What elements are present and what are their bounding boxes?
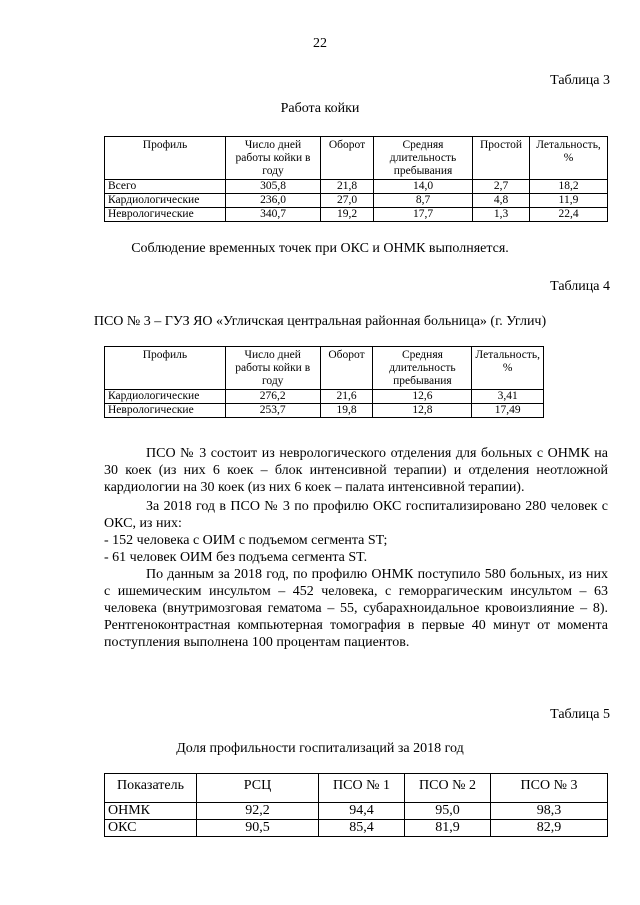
table3-header-cell: Летальность, % [530, 137, 608, 180]
table-cell: 2,7 [473, 180, 530, 194]
table-cell: 81,9 [405, 820, 491, 837]
table3-header-cell: Средняя длительность пребывания [374, 137, 473, 180]
table-cell: 21,6 [320, 390, 373, 404]
table-cell: ОКС [105, 820, 197, 837]
table-cell: Кардиологические [105, 194, 226, 208]
table-cell: 94,4 [319, 803, 405, 820]
table-cell: 1,3 [473, 208, 530, 222]
list-item: - 152 человека с ОИМ с подъемом сегмента ST; [104, 533, 388, 548]
table5 [104, 773, 608, 837]
table-cell: 85,4 [319, 820, 405, 837]
table-cell: 276,2 [225, 390, 320, 404]
table-cell: Кардиологические [105, 390, 226, 404]
table5-header-cell: ПСО № 1 [319, 774, 405, 803]
table-cell: 17,7 [374, 208, 473, 222]
table-cell: 95,0 [405, 803, 491, 820]
table3-header-cell: Оборот [321, 137, 374, 180]
table-row [105, 803, 608, 820]
table-row [105, 820, 608, 837]
paragraph: ПСО № 3 состоит из неврологического отделения для больных с ОНМК на 30 коек (из них 6 коек – блок интенсивной терапии) и отделения неотложной кардиологии на 30 коек (из них 6 коек – палата интенсивной терапии). [104, 446, 608, 495]
table-cell: 19,8 [320, 404, 373, 418]
table3-header-row [105, 137, 608, 180]
table3 [104, 136, 608, 222]
table-cell: Неврологические [105, 208, 226, 222]
table-cell: 19,2 [321, 208, 374, 222]
table-cell: 236,0 [226, 194, 321, 208]
table4-header-cell: Оборот [320, 347, 373, 390]
table-cell: 27,0 [321, 194, 374, 208]
table-cell: 4,8 [473, 194, 530, 208]
table5-header-cell: ПСО № 2 [405, 774, 491, 803]
page-number: 22 [313, 36, 327, 51]
table4 [104, 346, 544, 418]
table-cell: 21,8 [321, 180, 374, 194]
table5-label: Таблица 5 [550, 707, 610, 722]
table-row [105, 208, 608, 222]
table-cell: 3,41 [472, 390, 544, 404]
table-cell: 340,7 [226, 208, 321, 222]
table5-header-cell: РСЦ [197, 774, 319, 803]
table-cell: 11,9 [530, 194, 608, 208]
table5-title: Доля профильности госпитализаций за 2018 год [176, 741, 464, 756]
table3-header-cell: Профиль [105, 137, 226, 180]
table3-header-cell: Простой [473, 137, 530, 180]
table-cell: 12,6 [373, 390, 472, 404]
table-cell: 92,2 [197, 803, 319, 820]
table-cell: 82,9 [491, 820, 608, 837]
table4-header-cell: Профиль [105, 347, 226, 390]
table4-header-cell: Число дней работы койки в году [225, 347, 320, 390]
table-cell: 12,8 [373, 404, 472, 418]
list-item: - 61 человек ОИМ без подъема сегмента ST. [104, 550, 368, 565]
table3-title: Работа койки [280, 101, 360, 116]
table-row [105, 404, 544, 418]
table4-label: Таблица 4 [550, 279, 610, 294]
table-cell: 253,7 [225, 404, 320, 418]
table3-label: Таблица 3 [550, 73, 610, 88]
table-cell: 8,7 [374, 194, 473, 208]
table-cell: Всего [105, 180, 226, 194]
table5-header-cell: Показатель [105, 774, 197, 803]
table4-header-cell: Летальность, % [472, 347, 544, 390]
table-cell: 18,2 [530, 180, 608, 194]
table-cell: 305,8 [226, 180, 321, 194]
table5-header-cell: ПСО № 3 [491, 774, 608, 803]
table-cell: 98,3 [491, 803, 608, 820]
table-row [105, 390, 544, 404]
table-cell: ОНМК [105, 803, 197, 820]
table4-header-row [105, 347, 544, 390]
table4-title: ПСО № 3 – ГУЗ ЯО «Угличская центральная районная больница» (г. Углич) [93, 314, 547, 329]
table-row [105, 194, 608, 208]
paragraph: По данным за 2018 год, по профилю ОНМК поступило 580 больных, из них с ишемическим инсультом – 452 человека, с геморрагическим инсультом – 63 человека (внутримозговая гематома – 55, субарахноидальное кровоизлияние – 8). Рентгеноконтрастная компьютерная томография в первые 40 минут от момента поступления выполнена 100 процентам пациентов. [104, 567, 608, 650]
note-between-tables: Соблюдение временных точек при ОКС и ОНМК выполняется. [131, 241, 509, 256]
table-row [105, 180, 608, 194]
body-text [104, 445, 608, 651]
table-cell: Неврологические [105, 404, 226, 418]
table-cell: 90,5 [197, 820, 319, 837]
table3-header-cell: Число дней работы койки в году [226, 137, 321, 180]
table4-header-cell: Средняя длительность пребывания [373, 347, 472, 390]
table-cell: 22,4 [530, 208, 608, 222]
table-cell: 17,49 [472, 404, 544, 418]
table5-header-row [105, 774, 608, 803]
paragraph: За 2018 год в ПСО № 3 по профилю ОКС госпитализировано 280 человек с ОКС, из них: [104, 499, 608, 531]
table-cell: 14,0 [374, 180, 473, 194]
